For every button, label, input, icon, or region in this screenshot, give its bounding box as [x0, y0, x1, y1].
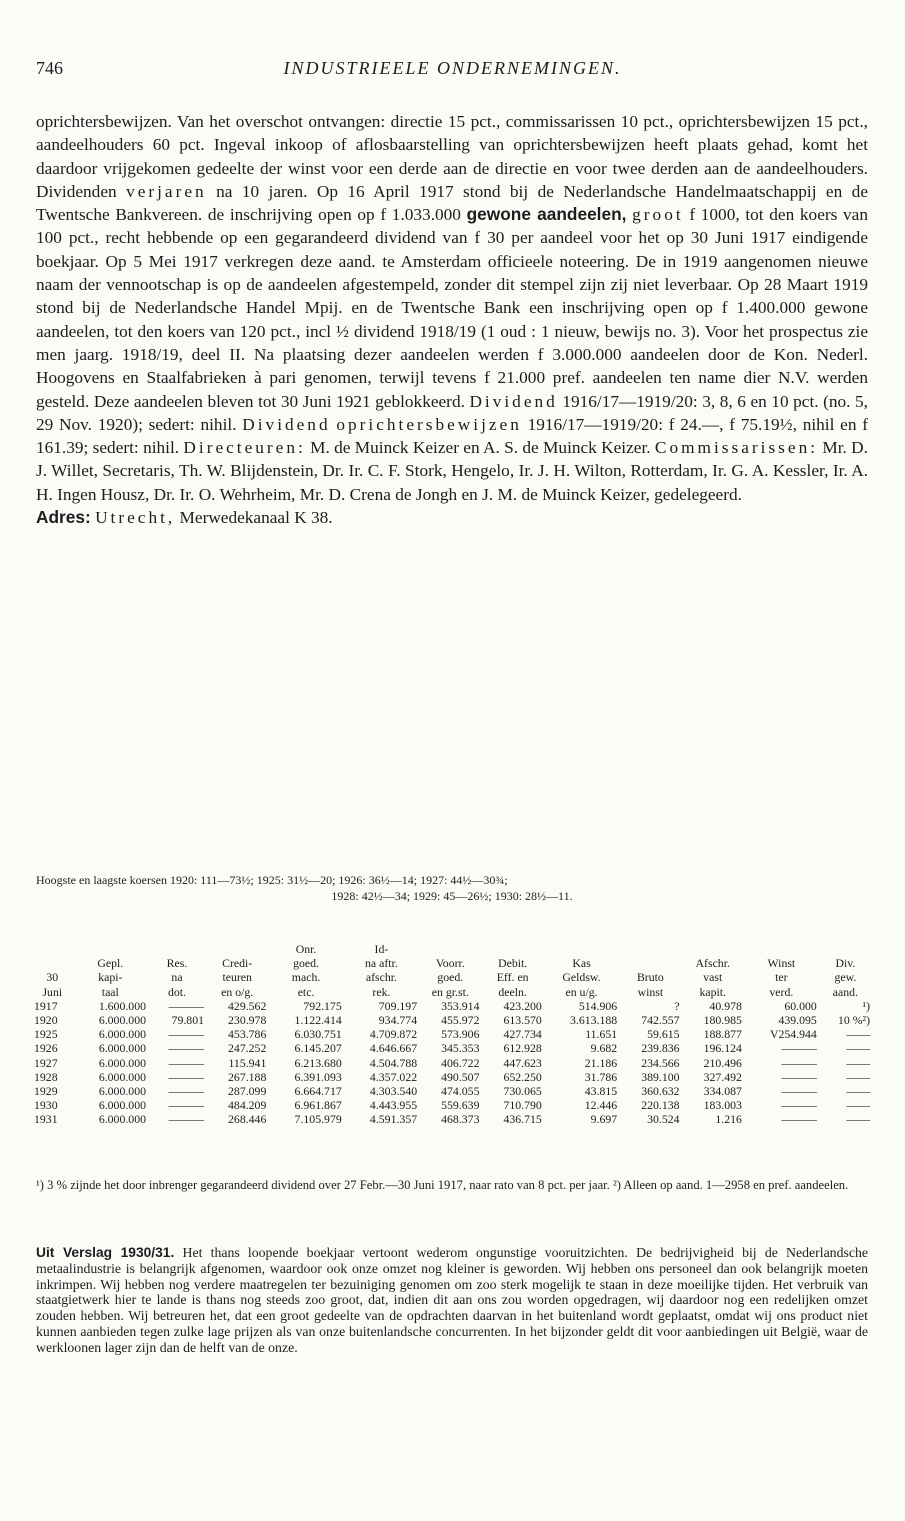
table-cell: 429.562: [228, 998, 267, 1013]
address-label: Adres:: [36, 507, 91, 528]
table-cell: 447.623: [503, 1055, 542, 1070]
table-cell: 6.213.680: [294, 1055, 342, 1070]
table-cell: 1930: [34, 1098, 58, 1113]
table-cell: ———: [168, 1027, 204, 1042]
table-header-cell: [206, 942, 268, 956]
table-header-cell: Juni: [42, 984, 63, 999]
table-cell: ——: [846, 1055, 870, 1070]
table-header-cell: kapit.: [699, 984, 727, 999]
table-header-cell: en u/g.: [565, 984, 598, 999]
table-header-cell: Id-: [374, 942, 389, 956]
table-cell: 709.197: [378, 998, 418, 1013]
table-cell: ———: [168, 1098, 204, 1113]
table-cell: ——: [846, 1041, 870, 1056]
page-header: [36, 58, 869, 82]
table-cell: 59.615: [647, 1027, 680, 1042]
table-cell: 6.000.000: [98, 1013, 146, 1028]
table-cell: 9.682: [590, 1041, 618, 1056]
table-header-cell: [744, 942, 819, 956]
table-cell: ——: [846, 1084, 870, 1099]
table-header-cell: Gepl.: [97, 956, 124, 971]
table-cell: 439.095: [778, 1013, 817, 1028]
term-dividend: Dividend: [469, 391, 558, 411]
table-cell: 1920: [34, 1013, 58, 1028]
table-header-cell: Onr.: [295, 942, 317, 956]
table-header-cell: 30: [46, 970, 59, 985]
table-header-cell: gew.: [834, 970, 857, 985]
table-header-cell: [619, 956, 681, 970]
table-header-cell: taal: [101, 984, 119, 999]
term-gewone-aandeelen: gewone aandeelen,: [466, 204, 627, 225]
table-cell: 468.373: [441, 1112, 480, 1127]
table-header-row: [32, 985, 872, 999]
table-header-cell: winst: [637, 984, 664, 999]
table-cell: 6.000.000: [98, 1098, 146, 1113]
table-header-cell: deeln.: [498, 984, 527, 999]
financial-table-body: [32, 999, 872, 1127]
table-cell: 6.030.751: [294, 1027, 342, 1042]
table-header-cell: aand.: [832, 984, 859, 999]
table-header-cell: mach.: [291, 970, 321, 985]
page-number: 746: [36, 58, 63, 78]
table-cell: 514.906: [578, 998, 618, 1013]
table-cell: 1927: [34, 1055, 58, 1070]
table-cell: ———: [781, 1041, 817, 1056]
company-description: [36, 110, 868, 529]
table-header-cell: Eff. en: [496, 970, 529, 985]
table-cell: ———: [168, 1055, 204, 1070]
table-header-cell: dot.: [167, 984, 187, 999]
table-cell: 6.000.000: [98, 1055, 146, 1070]
table-cell: 31.786: [584, 1069, 618, 1084]
table-header-cell: teuren: [222, 970, 252, 985]
table-cell: 267.188: [228, 1069, 267, 1084]
table-cell: 21.186: [584, 1055, 618, 1070]
table-cell: ———: [168, 1069, 204, 1084]
table-header-cell: [32, 956, 73, 970]
table-cell: 334.087: [703, 1084, 742, 1099]
table-cell: 1.216: [715, 1112, 742, 1127]
table-row: [32, 1084, 872, 1098]
price-line-1: Hoogste en laagste koersen 1920: 111—73½; 1925: 31½—20; 1926: 36½—14; 1927: 44½—30¾;: [36, 873, 508, 887]
table-cell: 730.065: [503, 1084, 542, 1099]
table-header-cell: Bruto: [636, 970, 664, 985]
address-city: Utrecht,: [95, 508, 176, 528]
table-cell: 484.209: [228, 1098, 267, 1113]
table-row: [32, 1056, 872, 1070]
table-cell: 234.566: [641, 1055, 680, 1070]
text-part: Mr. D. J. Willet, Secretaris, Th. W. Blijdenstein, Dr. Ir. C. F. Stork, Hengelo, Ir. J. H. Wilton, Rotterdam, Ir. G. A. Kessler, Ir. A. H. Ingen Housz, Dr. Ir. O. Wehrheim, Mr. D. Crena de Jongh en J. M. de Muinck Keizer, gedelegeerd.: [36, 438, 868, 504]
table-header-cell: Afschr.: [695, 956, 730, 971]
table-cell: ——: [846, 1027, 870, 1042]
table-cell: 183.003: [703, 1098, 742, 1113]
term-dividend: Dividend: [242, 414, 331, 434]
table-header-cell: kapi-: [98, 970, 123, 985]
table-header-cell: Voorr.: [435, 956, 465, 971]
table-cell: 188.877: [703, 1027, 742, 1042]
table-header-cell: [819, 942, 872, 956]
table-header-cell: [682, 942, 744, 956]
table-cell: 230.978: [228, 1013, 267, 1028]
table-cell: 490.507: [441, 1069, 480, 1084]
table-cell: 239.836: [641, 1041, 680, 1056]
table-cell: ——: [846, 1112, 870, 1127]
table-header-cell: [148, 942, 206, 956]
table-cell: 1925: [34, 1027, 58, 1042]
table-header-cell: ter: [775, 970, 788, 985]
table-cell: 4.709.872: [369, 1027, 418, 1042]
table-cell: 1.122.414: [294, 1013, 342, 1028]
table-cell: 4.504.788: [369, 1055, 418, 1070]
table-header-cell: na: [171, 970, 183, 985]
table-cell: 6.000.000: [98, 1041, 146, 1056]
table-cell: 6.664.717: [294, 1084, 342, 1099]
table-cell: 6.961.867: [294, 1098, 342, 1113]
table-header-cell: goed.: [437, 970, 464, 985]
table-header-cell: [419, 942, 481, 956]
table-cell: ———: [781, 1069, 817, 1084]
table-header-cell: [73, 942, 148, 956]
table-cell: 934.774: [378, 1013, 418, 1028]
table-cell: 455.972: [441, 1013, 480, 1028]
table-header-cell: [481, 942, 543, 956]
table-cell: 6.000.000: [98, 1069, 146, 1084]
table-header-cell: Kas: [572, 956, 591, 971]
table-cell: 268.446: [228, 1112, 267, 1127]
table-cell: 436.715: [503, 1112, 542, 1127]
table-header-cell: Res.: [166, 956, 188, 971]
address-street: Merwedekanaal K 38.: [175, 508, 333, 528]
table-cell: ———: [168, 998, 204, 1013]
table-cell: 1.600.000: [98, 998, 146, 1013]
table-header-row: [32, 942, 872, 956]
table-header-cell: na aftr.: [365, 956, 398, 971]
table-cell: 196.124: [703, 1041, 742, 1056]
table-row: [32, 1098, 872, 1112]
table-cell: 613.570: [503, 1013, 542, 1028]
table-header-cell: rek.: [372, 984, 391, 999]
financial-table-header: [32, 942, 872, 999]
table-cell: 353.914: [441, 998, 480, 1013]
table-cell: ———: [781, 1112, 817, 1127]
table-cell: 40.978: [709, 998, 742, 1013]
table-cell: 1929: [34, 1084, 58, 1099]
term-commissarissen: Commissarissen:: [654, 438, 819, 458]
table-header-cell: Geldsw.: [562, 970, 601, 985]
table-cell: 1926: [34, 1041, 58, 1056]
table-cell: 79.801: [171, 1013, 204, 1028]
table-cell: ———: [781, 1055, 817, 1070]
table-cell: 11.651: [585, 1027, 618, 1042]
table-header-cell: etc.: [297, 984, 315, 999]
table-cell: 247.252: [228, 1041, 267, 1056]
table-cell: V254.944: [769, 1027, 817, 1042]
table-header-cell: afschr.: [365, 970, 397, 985]
table-cell: ——: [846, 1098, 870, 1113]
table-cell: 710.790: [503, 1098, 542, 1113]
table-row: [32, 1112, 872, 1126]
table-row: [32, 1041, 872, 1055]
table-cell: 652.250: [503, 1069, 542, 1084]
table-header-cell: Winst: [767, 956, 796, 971]
table-cell: ———: [781, 1084, 817, 1099]
table-cell: ———: [168, 1084, 204, 1099]
price-line-2: 1928: 42½—34; 1929: 45—26½; 1930: 28½—11.: [331, 889, 573, 903]
table-cell: 327.492: [703, 1069, 742, 1084]
table-cell: 3.613.188: [570, 1013, 618, 1028]
term-oprichtersbewijzen: oprichtersbewijzen: [336, 414, 522, 434]
table-header-cell: en o/g.: [221, 984, 254, 999]
table-cell: 6.145.207: [294, 1041, 342, 1056]
table-header-cell: [619, 942, 681, 956]
table-cell: 742.557: [641, 1013, 680, 1028]
table-cell: 115.941: [228, 1055, 267, 1070]
table-cell: 612.928: [503, 1041, 542, 1056]
table-cell: ?: [674, 998, 680, 1013]
table-header-cell: en gr.st.: [431, 984, 469, 999]
table-cell: 4.443.955: [369, 1098, 418, 1113]
running-title: INDUSTRIEELE ONDERNEMINGEN.: [283, 58, 622, 78]
table-cell: 453.786: [228, 1027, 267, 1042]
annual-report-excerpt: [36, 1245, 868, 1356]
table-cell: ——: [846, 1069, 870, 1084]
table-cell: 1928: [34, 1069, 58, 1084]
text-part: 1916/17—1919/20: 3, 8, 6 en 10 pct. (no. 5, 29 Nov. 1920); sedert: nihil.: [36, 391, 868, 434]
table-header-cell: goed.: [293, 956, 319, 971]
text-part: oprichtersbewijzen. Van het overschot ontvangen: directie 15 pct., commissarissen 10 pct., oprichtersbewijzen 15 pct., aandeelhouders 60 pct. Ingeval inkoop of aflosbaarstelling van oprichtersbewijzen heeft plaats gehad, komt het daardoor vrijgekomen gedeelte der winst voor een derde aan de directie en voor twee derden aan de aandeelhouders. Dividenden: [36, 112, 868, 201]
table-cell: 474.055: [441, 1084, 480, 1099]
table-header-cell: Credi-: [222, 956, 253, 971]
financial-table: [32, 942, 872, 1127]
table-header-row: [32, 970, 872, 984]
text-part: 1916/17—1919/20: f 24.—, f 75.19½, nihil en f 161.39; sedert: nihil.: [36, 414, 868, 458]
table-header-cell: Div.: [835, 956, 856, 971]
table-cell: 210.496: [703, 1055, 742, 1070]
table-cell: 7.105.979: [294, 1112, 342, 1127]
text-part: na 10 jaren. Op 16 April 1917 stond bij de Nederlandsche Handelmaatschappij en de Twentsche Bankvereen. de inschrijving open op f 1.033.000: [36, 181, 868, 225]
table-cell: 4.646.667: [369, 1041, 418, 1056]
table-cell: 9.697: [590, 1112, 618, 1127]
table-cell: 180.985: [703, 1013, 742, 1028]
table-cell: 220.138: [641, 1098, 680, 1113]
table-cell: 406.722: [441, 1055, 480, 1070]
term-directeuren: Directeuren:: [183, 438, 306, 458]
table-cell: 6.000.000: [98, 1027, 146, 1042]
table-cell: 792.175: [303, 998, 342, 1013]
table-cell: 30.524: [647, 1112, 680, 1127]
table-header-cell: vast: [703, 970, 723, 985]
table-header-cell: [32, 942, 73, 956]
table-cell: 10 %²): [837, 1013, 870, 1028]
table-cell: 4.591.357: [369, 1112, 418, 1127]
table-cell: 427.734: [503, 1027, 542, 1042]
table-header-cell: Debit.: [498, 956, 528, 971]
table-cell: 423.200: [503, 998, 542, 1013]
term-groot: groot: [632, 205, 684, 225]
table-cell: 287.099: [228, 1084, 267, 1099]
table-cell: 559.639: [441, 1098, 480, 1113]
table-cell: ———: [781, 1098, 817, 1113]
table-cell: 573.906: [441, 1027, 480, 1042]
table-cell: 389.100: [641, 1069, 680, 1084]
table-cell: 360.632: [641, 1084, 680, 1099]
table-cell: 4.357.022: [369, 1069, 418, 1084]
table-cell: 6.000.000: [98, 1112, 146, 1127]
table-cell: ¹): [862, 998, 870, 1013]
table-cell: 12.446: [584, 1098, 618, 1113]
report-text: Het thans loopende boekjaar vertoont wederom ongunstige vooruitzichten. De bedrijvigheid bij de Nederlandsche metaalindustrie is belangrijk afgenomen, waardoor ook onze omzet nog kleiner is geworden. Wij hebben ons personeel dan ook belangrijk moeten inkrimpen. Wij hebben nog verdere maatregelen ter bezuiniging genomen om zoo sterk mogelijk te staan in deze moeilijke tijden. Het verbruik van staatgietwerk hier te lande is thans nog steeds zoo groot, dat, indien dit aan ons zou worden opgedragen, wij daardoor nog een redelijken omzet zouden hebben. Wij betreuren het, dat een groot gedeelte van de opdrachten daarvan in het buitenland wordt geplaatst, omdat wij ons product niet kunnen aanbieden tegen zulke lage prijzen als van onze buitenlandsche concurrenten. In het bijzonder geldt dit voor aanbiedingen uit België, waar de werkloonen lager zijn dan de helft van de onze.: [36, 1245, 868, 1355]
term-verjaren: verjaren: [126, 181, 207, 201]
table-cell: 345.353: [441, 1041, 480, 1056]
table-row: [32, 1013, 872, 1027]
table-cell: 60.000: [784, 998, 817, 1013]
footnotes: ¹) 3 % zijnde het door inbrenger gegarandeerd dividend over 27 Febr.—30 Juni 1917, naar rato van 8 pct. per jaar. ²) Alleen op aand. 1—2958 en pref. aandeelen.: [36, 1178, 849, 1192]
table-cell: ———: [168, 1041, 204, 1056]
table-cell: ———: [168, 1112, 204, 1127]
table-header-cell: verd.: [769, 984, 794, 999]
table-row: [32, 1027, 872, 1041]
table-header-cell: [544, 942, 619, 956]
table-cell: 6.000.000: [98, 1084, 146, 1099]
table-cell: 4.303.540: [369, 1084, 418, 1099]
text-part: f 1000, tot den koers van 100 pct., recht hebbende op een gegarandeerd dividend van f 30 per aandeel voor het op 30 Juni 1917 eindigende boekjaar. Op 5 Mei 1917 verkregen deze aand. te Amsterdam officieele noteering. De in 1919 aangenomen nieuwe naam der vennootschap is op de aandeelen afgestempeld, zonder dit stempel zijn zij niet leverbaar. Op 28 Maart 1919 stond bij de Nederlandsche Handel Mpij. en de Twentsche Bank een inschrijving open op f 1.400.000 gewone aandeelen, tot den koers van 120 pct., incl ½ dividend 1918/19 (1 oud : 1 nieuw, bewijs no. 3). Voor het prospectus zie men jaarg. 1918/19, deel II. Na plaatsing dezer aandeelen werden f 3.000.000 aandeelen door de Kon. Nederl. Hoogovens en Staalfabrieken à pari genomen, terwijl tevens f 21.000 pref. aandeelen ten name dier N.V. werden gesteld. Deze aandeelen bleven tot 30 Juni 1921 geblokkeerd.: [36, 205, 868, 411]
text-part: M. de Muinck Keizer en A. S. de Muinck Keizer.: [305, 438, 655, 458]
table-row: [32, 999, 872, 1013]
report-label: Uit Verslag 1930/31.: [36, 1245, 175, 1260]
price-range-note: [36, 872, 868, 904]
table-cell: 43.815: [584, 1084, 618, 1099]
table-cell: 6.391.093: [294, 1069, 342, 1084]
table-row: [32, 1070, 872, 1084]
table-header-row: [32, 956, 872, 970]
table-cell: 1931: [34, 1112, 58, 1127]
table-cell: 1917: [34, 998, 58, 1013]
